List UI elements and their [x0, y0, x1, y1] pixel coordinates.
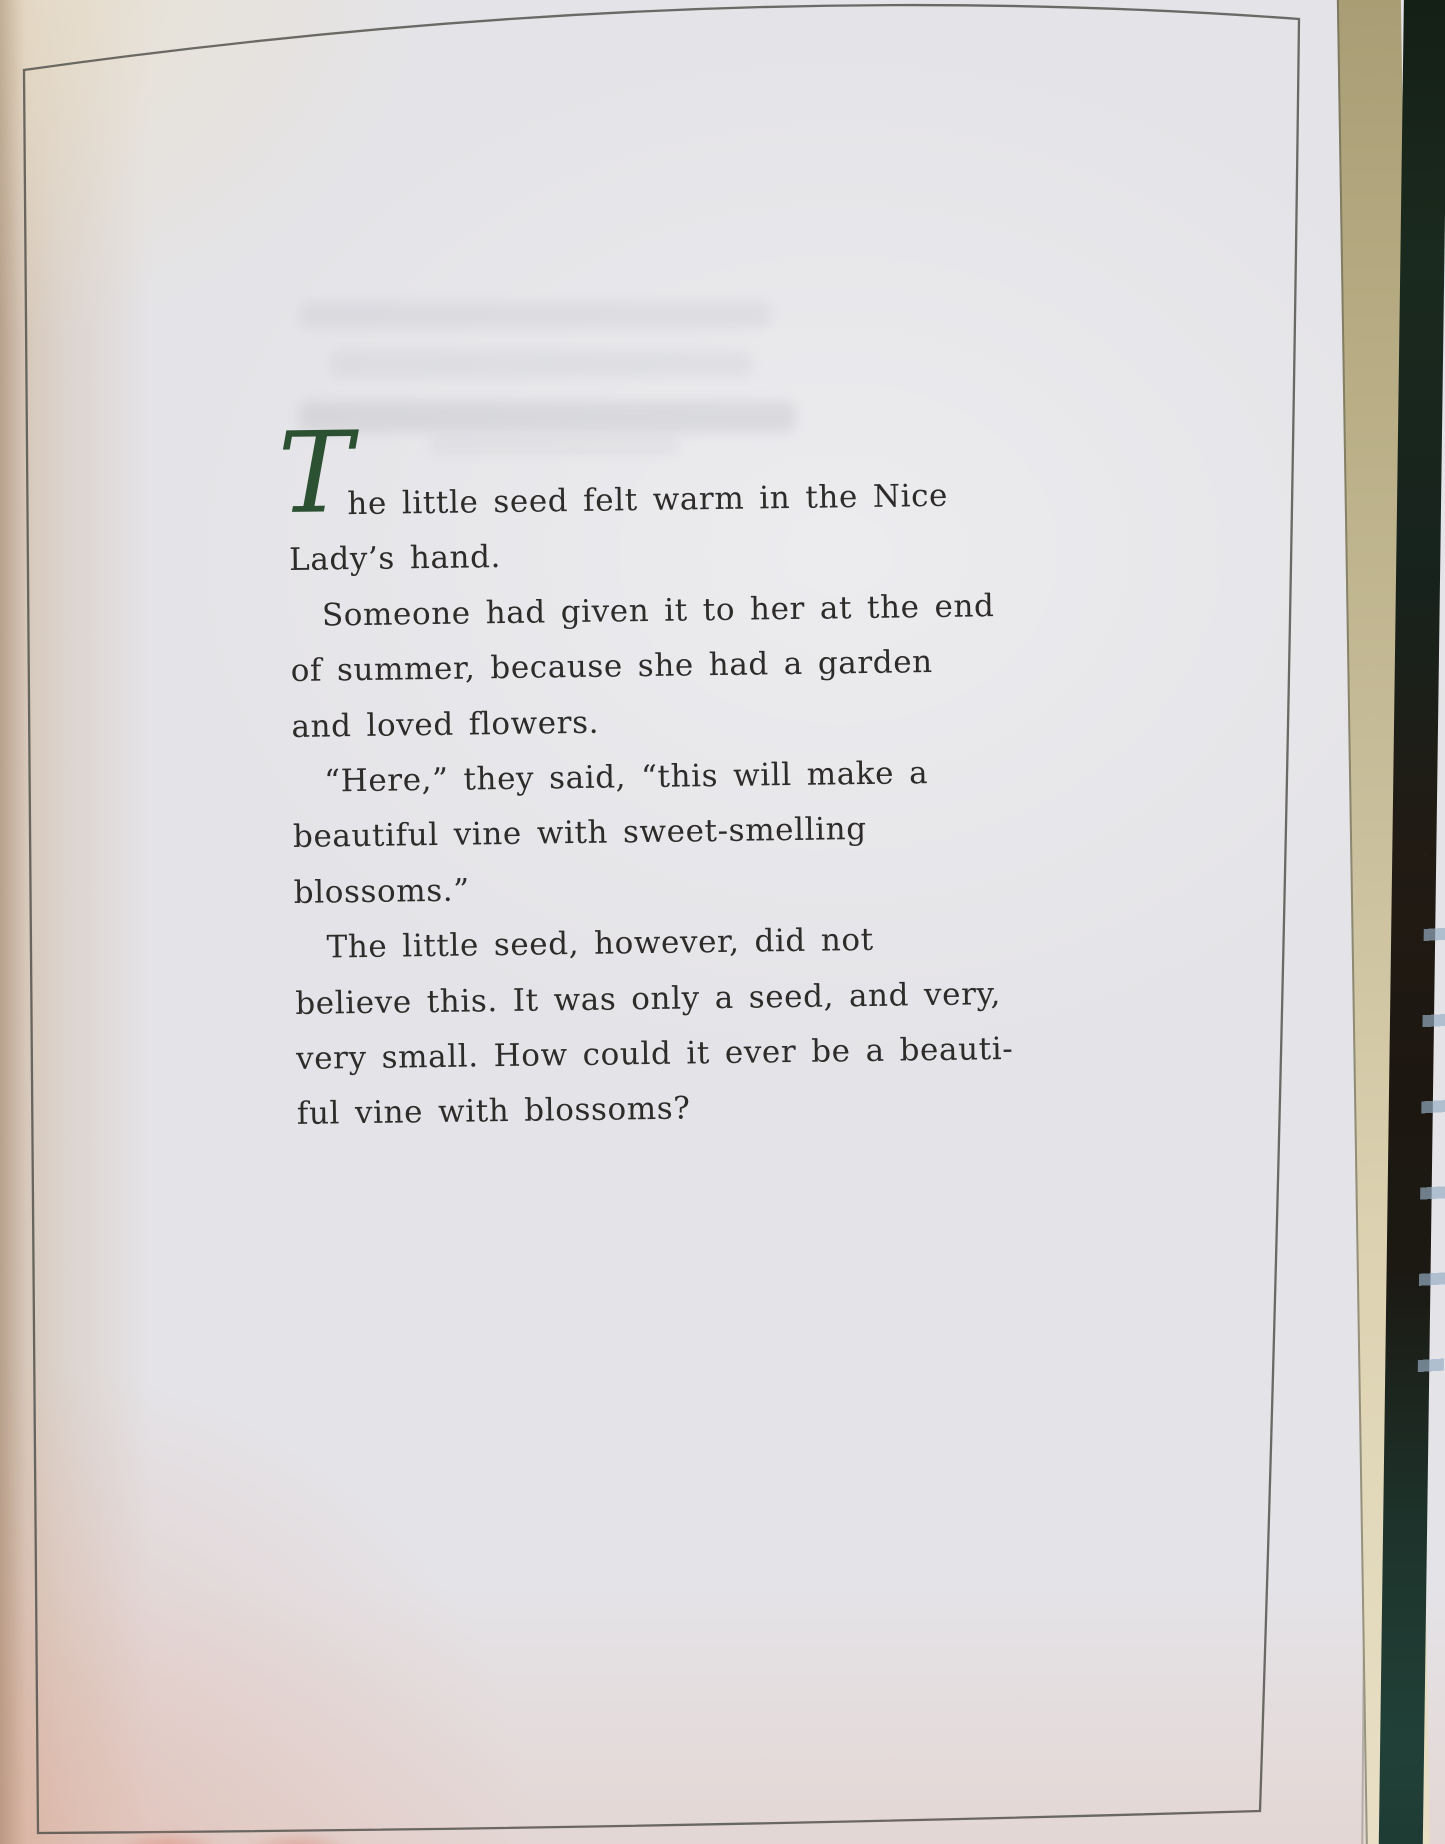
gutter-shadow: [0, 0, 26, 1844]
text-line: ful vine with blossoms?: [296, 1090, 691, 1133]
text-line: believe this. It was only a seed, and very,: [295, 975, 1002, 1022]
bleedthrough-text-smudge: [430, 438, 680, 454]
text-line: very small. How could it ever be a beauti-: [295, 1030, 1014, 1078]
story-text-block: [277, 408, 1014, 1143]
bleedthrough-text-smudge: [300, 303, 770, 327]
bleedthrough-text-smudge: [332, 352, 752, 376]
bleedthrough-text-smudge: [300, 402, 795, 432]
text-line: The little seed, however, did not: [326, 922, 874, 966]
text-line: “Here,” they said, “this will make a: [323, 755, 929, 800]
drop-cap-letter: T: [277, 408, 355, 540]
text-line: he little seed felt warm in the Nice: [347, 477, 949, 523]
text-line: Lady’s hand.: [288, 539, 502, 579]
text-line: beautiful vine with sweet-smelling: [292, 811, 867, 856]
text-line: Someone had given it to her at the end: [321, 587, 995, 634]
text-line: of summer, because she had a garden: [290, 644, 933, 690]
text-line: blossoms.”: [293, 872, 470, 911]
text-line: and loved flowers.: [291, 704, 600, 745]
